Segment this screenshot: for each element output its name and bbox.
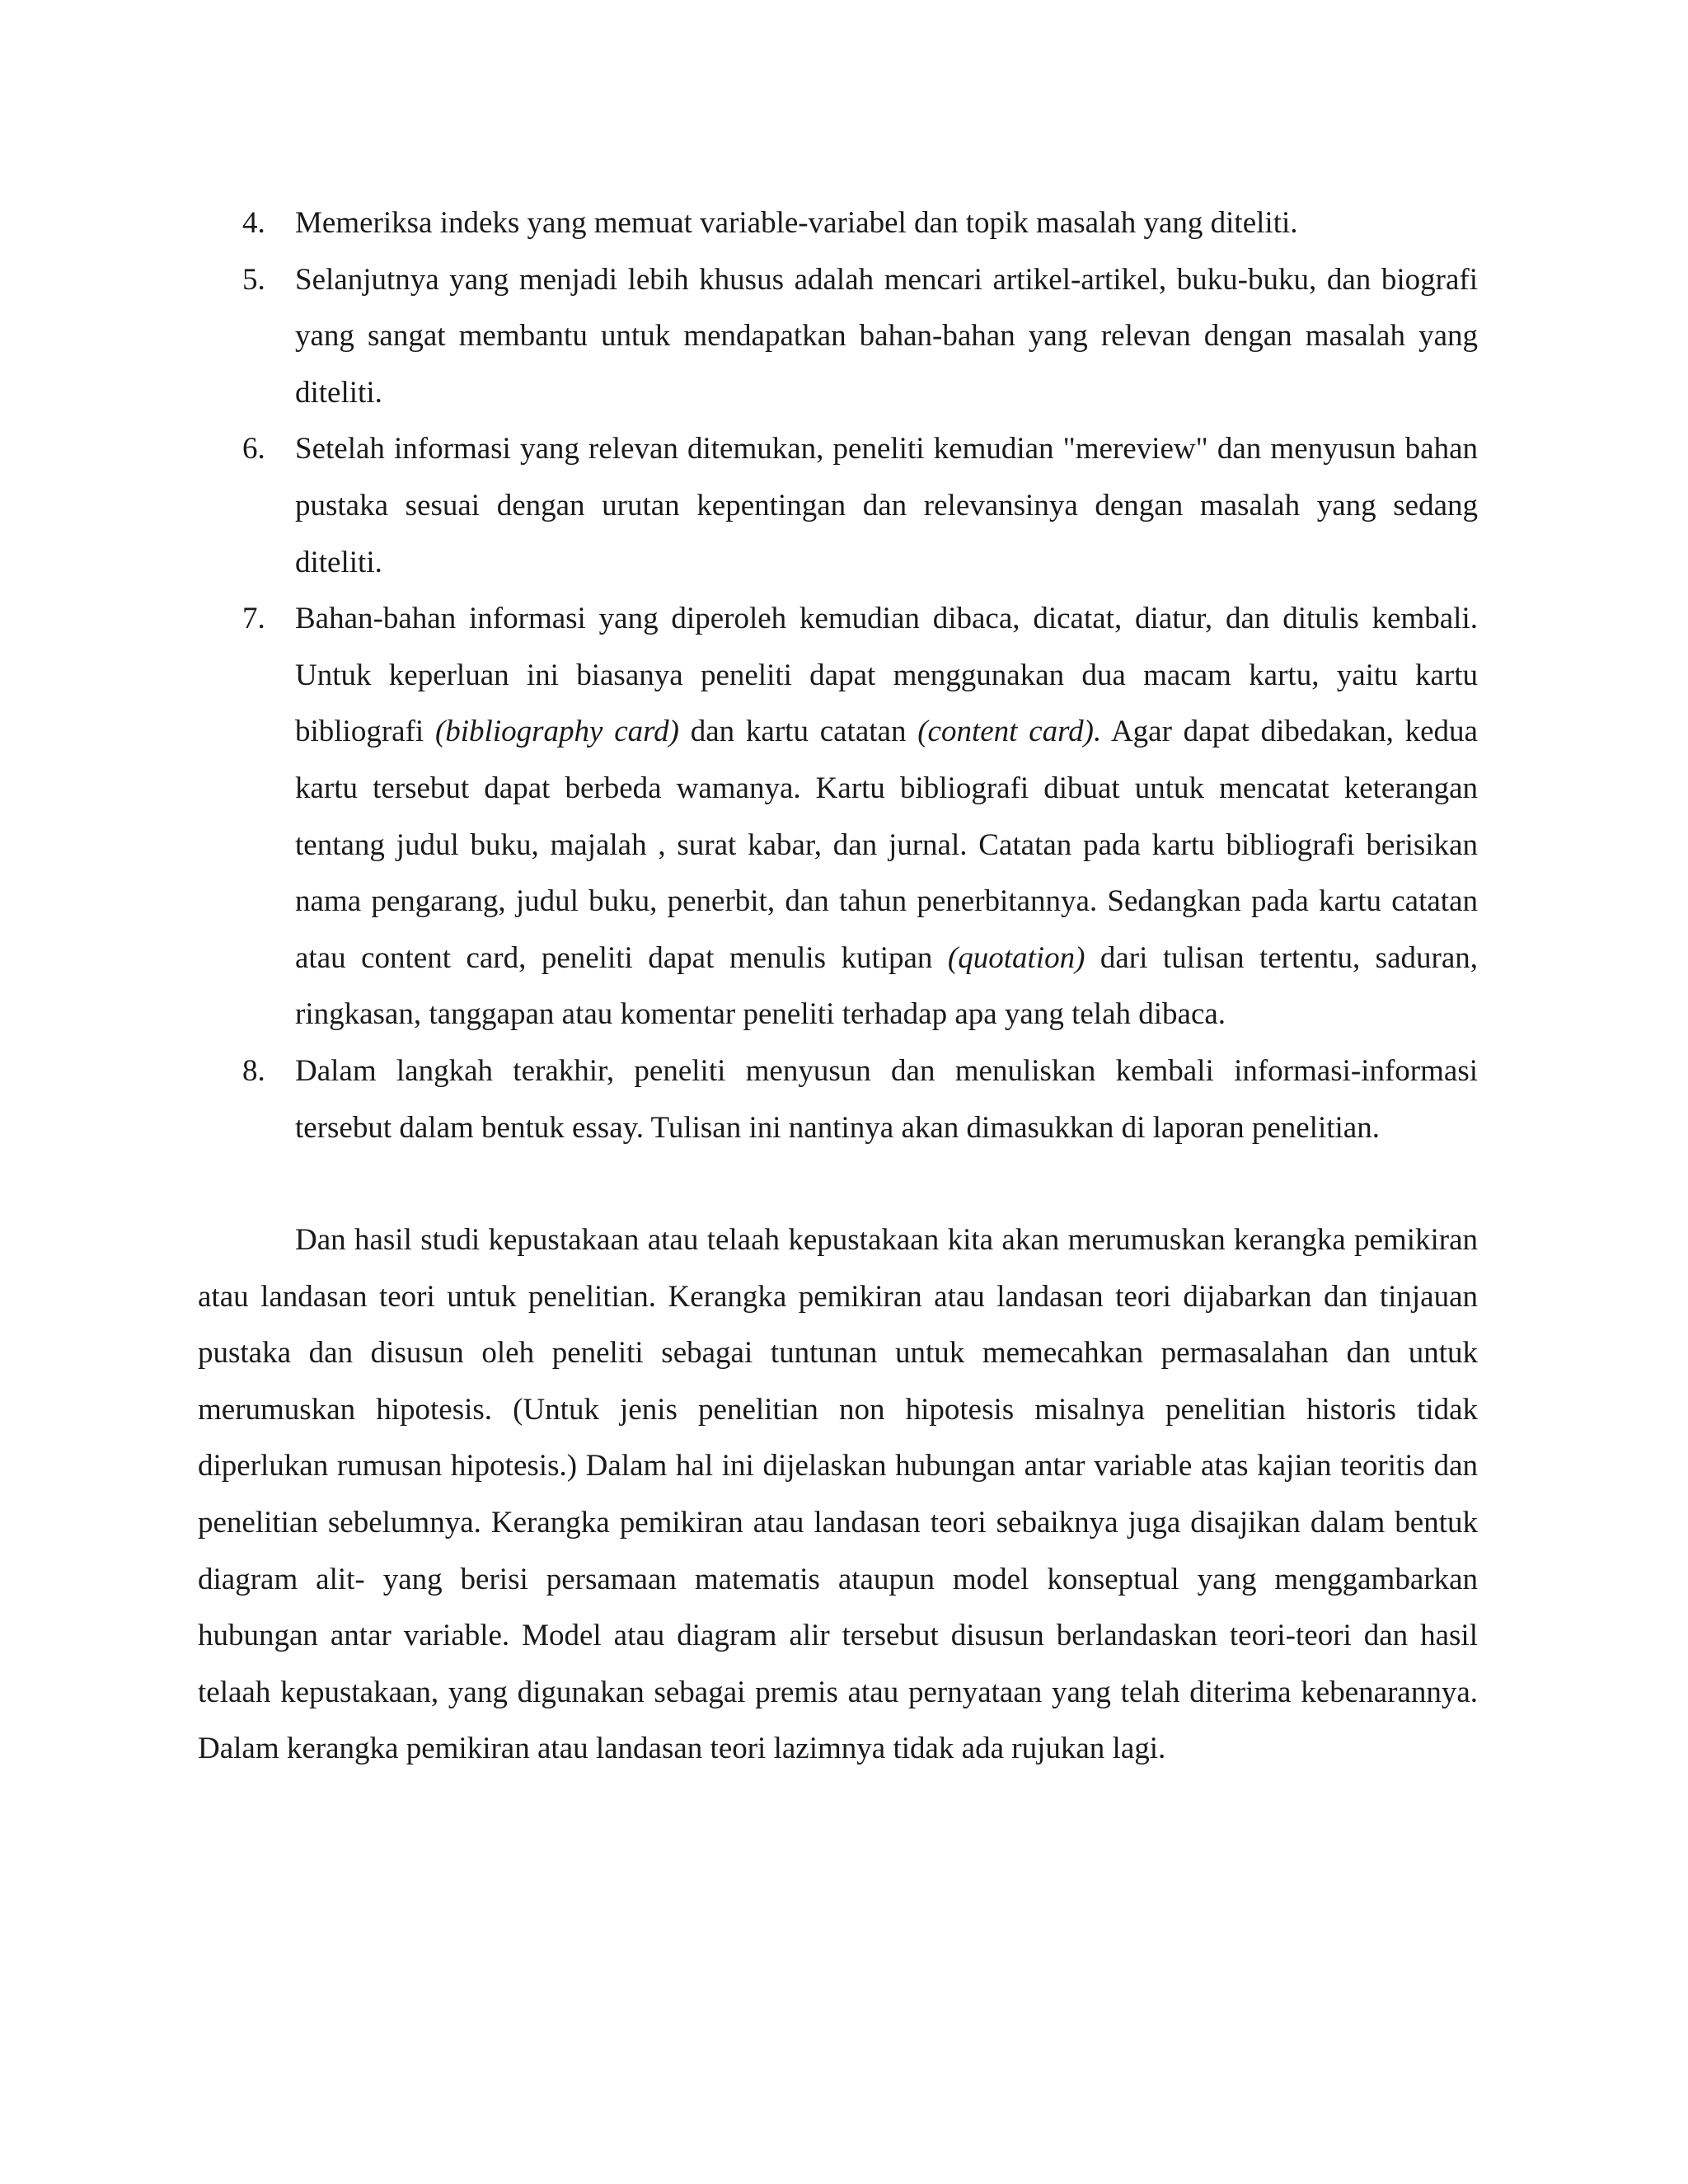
list-item-4 [198, 195, 1478, 252]
document-page [198, 195, 1478, 1778]
list-item-text: Setelah informasi yang relevan ditemukan, peneliti kemudian "mereview" dan menyusun bahan pustaka sesuai dengan urutan kepentingan dan relevansinya dengan masalah yang sedang diteliti. [295, 432, 1478, 579]
list-item-5 [198, 252, 1478, 422]
list-number: 5. [242, 262, 265, 297]
list-number: 8. [242, 1053, 265, 1088]
list-item-8 [198, 1043, 1478, 1156]
italic-term: (bibliography card) [434, 715, 679, 749]
list-number: 6. [242, 432, 265, 466]
list-number: 7. [242, 602, 265, 636]
list-item-6 [198, 421, 1478, 591]
list-number: 4. [242, 206, 265, 240]
list-item-text: Bahan-bahan informasi yang diperoleh kemudian dibaca, dicatat, diatur, dan ditulis kembali. Untuk keperluan ini biasanya peneliti dapat menggunakan dua macam kartu, yaitu kartu bibliografi [295, 602, 1478, 749]
italic-term: (quotation) [947, 940, 1085, 975]
numbered-list [198, 195, 1478, 1156]
list-item-text: dari tulisan tertentu, saduran, ringkasan, tanggapan atau komentar peneliti terhadap apa yang telah dibaca. [295, 940, 1478, 1032]
list-item-text: Agar dapat dibedakan, kedua kartu tersebut dapat berbeda wamanya. Kartu bibliografi dibuat untuk mencatat keterangan tentang judul buku, majalah , surat kabar, dan jurnal. Catatan pada kartu bibliografi berisikan nama pengarang, judul buku, penerbit, dan tahun penerbitannya. Sedangkan pada kartu catatan atau content card, peneliti dapat menulis kutipan [295, 715, 1478, 975]
list-item-7 [198, 591, 1478, 1043]
body-paragraph: Dan hasil studi kepustakaan atau telaah kepustakaan kita akan merumuskan kerangka pemikiran atau landasan teori untuk penelitian. Kerangka pemikiran atau landasan teori dijabarkan dan tinjauan pustaka dan disusun oleh peneliti sebagai tuntunan untuk memecahkan permasalahan dan untuk merumuskan hipotesis. (Untuk jenis penelitian non hipotesis misalnya penelitian historis tidak diperlukan rumusan hipotesis.) Dalam hal ini dijelaskan hubungan antar variable atas kajian teoritis dan penelitian sebelumnya. Kerangka pemikiran atau landasan teori sebaiknya juga disajikan dalam bentuk diagram alit- yang berisi persamaan matematis ataupun model konseptual yang menggambarkan hubungan antar variable. Model atau diagram alir tersebut disusun berlandaskan teori-teori dan hasil telaah kepustakaan, yang digunakan sebagai premis atau pernyataan yang telah diterima kebenarannya. Dalam kerangka pemikiran atau landasan teori lazimnya tidak ada rujukan lagi. [198, 1223, 1478, 1766]
italic-term: (content card). [917, 715, 1102, 749]
list-item-text: Dalam langkah terakhir, peneliti menyusun dan menuliskan kembali informasi-informasi tersebut dalam bentuk essay. Tulisan ini nantinya akan dimasukkan di laporan penelitian. [295, 1053, 1478, 1145]
list-item-text: Memeriksa indeks yang memuat variable-variabel dan topik masalah yang diteliti. [295, 206, 1298, 240]
list-item-text: Selanjutnya yang menjadi lebih khusus adalah mencari artikel-artikel, buku-buku, dan biografi yang sangat membantu untuk mendapatkan bahan-bahan yang relevan dengan masalah yang diteliti. [295, 262, 1478, 410]
list-item-text: dan kartu catatan [678, 715, 918, 749]
